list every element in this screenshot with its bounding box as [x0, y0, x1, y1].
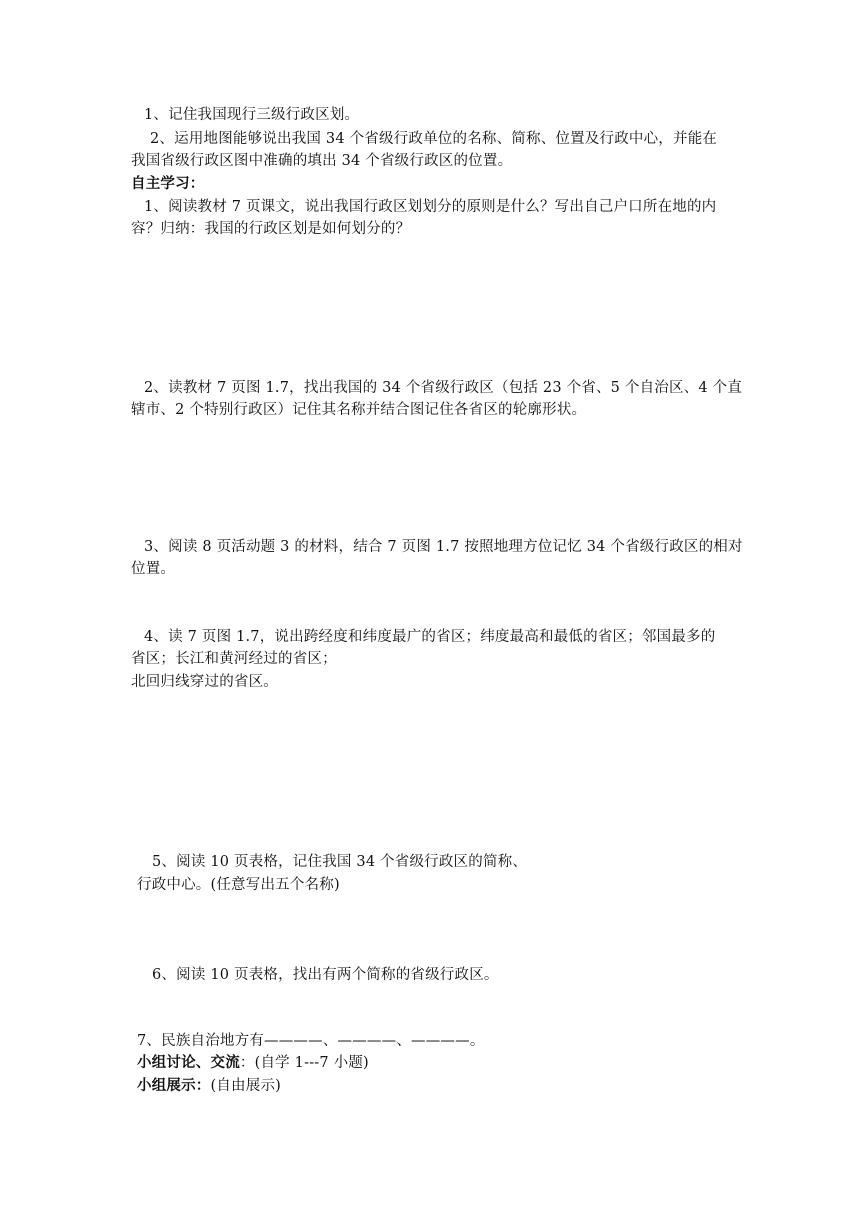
question-5-line-2: 行政中心。(任意写出五个名称) — [137, 877, 340, 893]
question-5-line-1: 5、阅读 10 页表格，记住我国 34 个省级行政区的简称、 — [152, 854, 528, 870]
question-2-line-2: 辖市、2 个特别行政区）记住其名称并结合图记住各省区的轮廓形状。 — [131, 402, 587, 418]
self-study-heading: 自主学习： — [131, 175, 205, 192]
question-2-line-1: 2、读教材 7 页图 1.7，找出我国的 34 个省级行政区（包括 23 个省、5 个自治区、4 个直 — [144, 380, 743, 396]
question-4-line-3: 北回归线穿过的省区。 — [131, 674, 278, 690]
question-3-line-2: 位置。 — [131, 561, 176, 577]
question-1-line-2: 容？归纳：我国的行政区划是如何划分的？ — [131, 221, 411, 237]
question-7: 7、民族自治地方有————、————、————。 — [137, 1033, 485, 1049]
group-discussion — [137, 1052, 369, 1074]
question-1-line-1: 1、阅读教材 7 页课文，说出我国行政区划划分的原则是什么？写出自己户口所在地的内 — [144, 199, 717, 215]
objective-1: 1、记住我国现行三级行政区划。 — [144, 107, 360, 123]
group-display — [137, 1075, 281, 1097]
question-3-line-1: 3、阅读 8 页活动题 3 的材料，结合 7 页图 1.7 按照地理方位记忆 34 个省级行政区的相对 — [144, 539, 743, 555]
question-4-line-2: 省区；长江和黄河经过的省区； — [131, 651, 337, 667]
objective-2-line-2: 我国省级行政区图中准确的填出 34 个省级行政区的位置。 — [131, 153, 513, 169]
group-discussion-label: 小组讨论、交流 — [137, 1054, 240, 1071]
group-display-label: 小组展示： — [137, 1077, 211, 1094]
group-display-text: (自由展示) — [210, 1078, 282, 1094]
group-discussion-text: ：(自学 1---7 小题) — [239, 1055, 369, 1071]
question-4-line-1: 4、读 7 页图 1.7，说出跨经度和纬度最广的省区；纬度最高和最低的省区；邻国最多的 — [144, 629, 716, 645]
question-6: 6、阅读 10 页表格，找出有两个简称的省级行政区。 — [152, 967, 499, 983]
objective-2-line-1: 2、运用地图能够说出我国 34 个省级行政单位的名称、简称、位置及行政中心，并能在 — [150, 131, 718, 147]
